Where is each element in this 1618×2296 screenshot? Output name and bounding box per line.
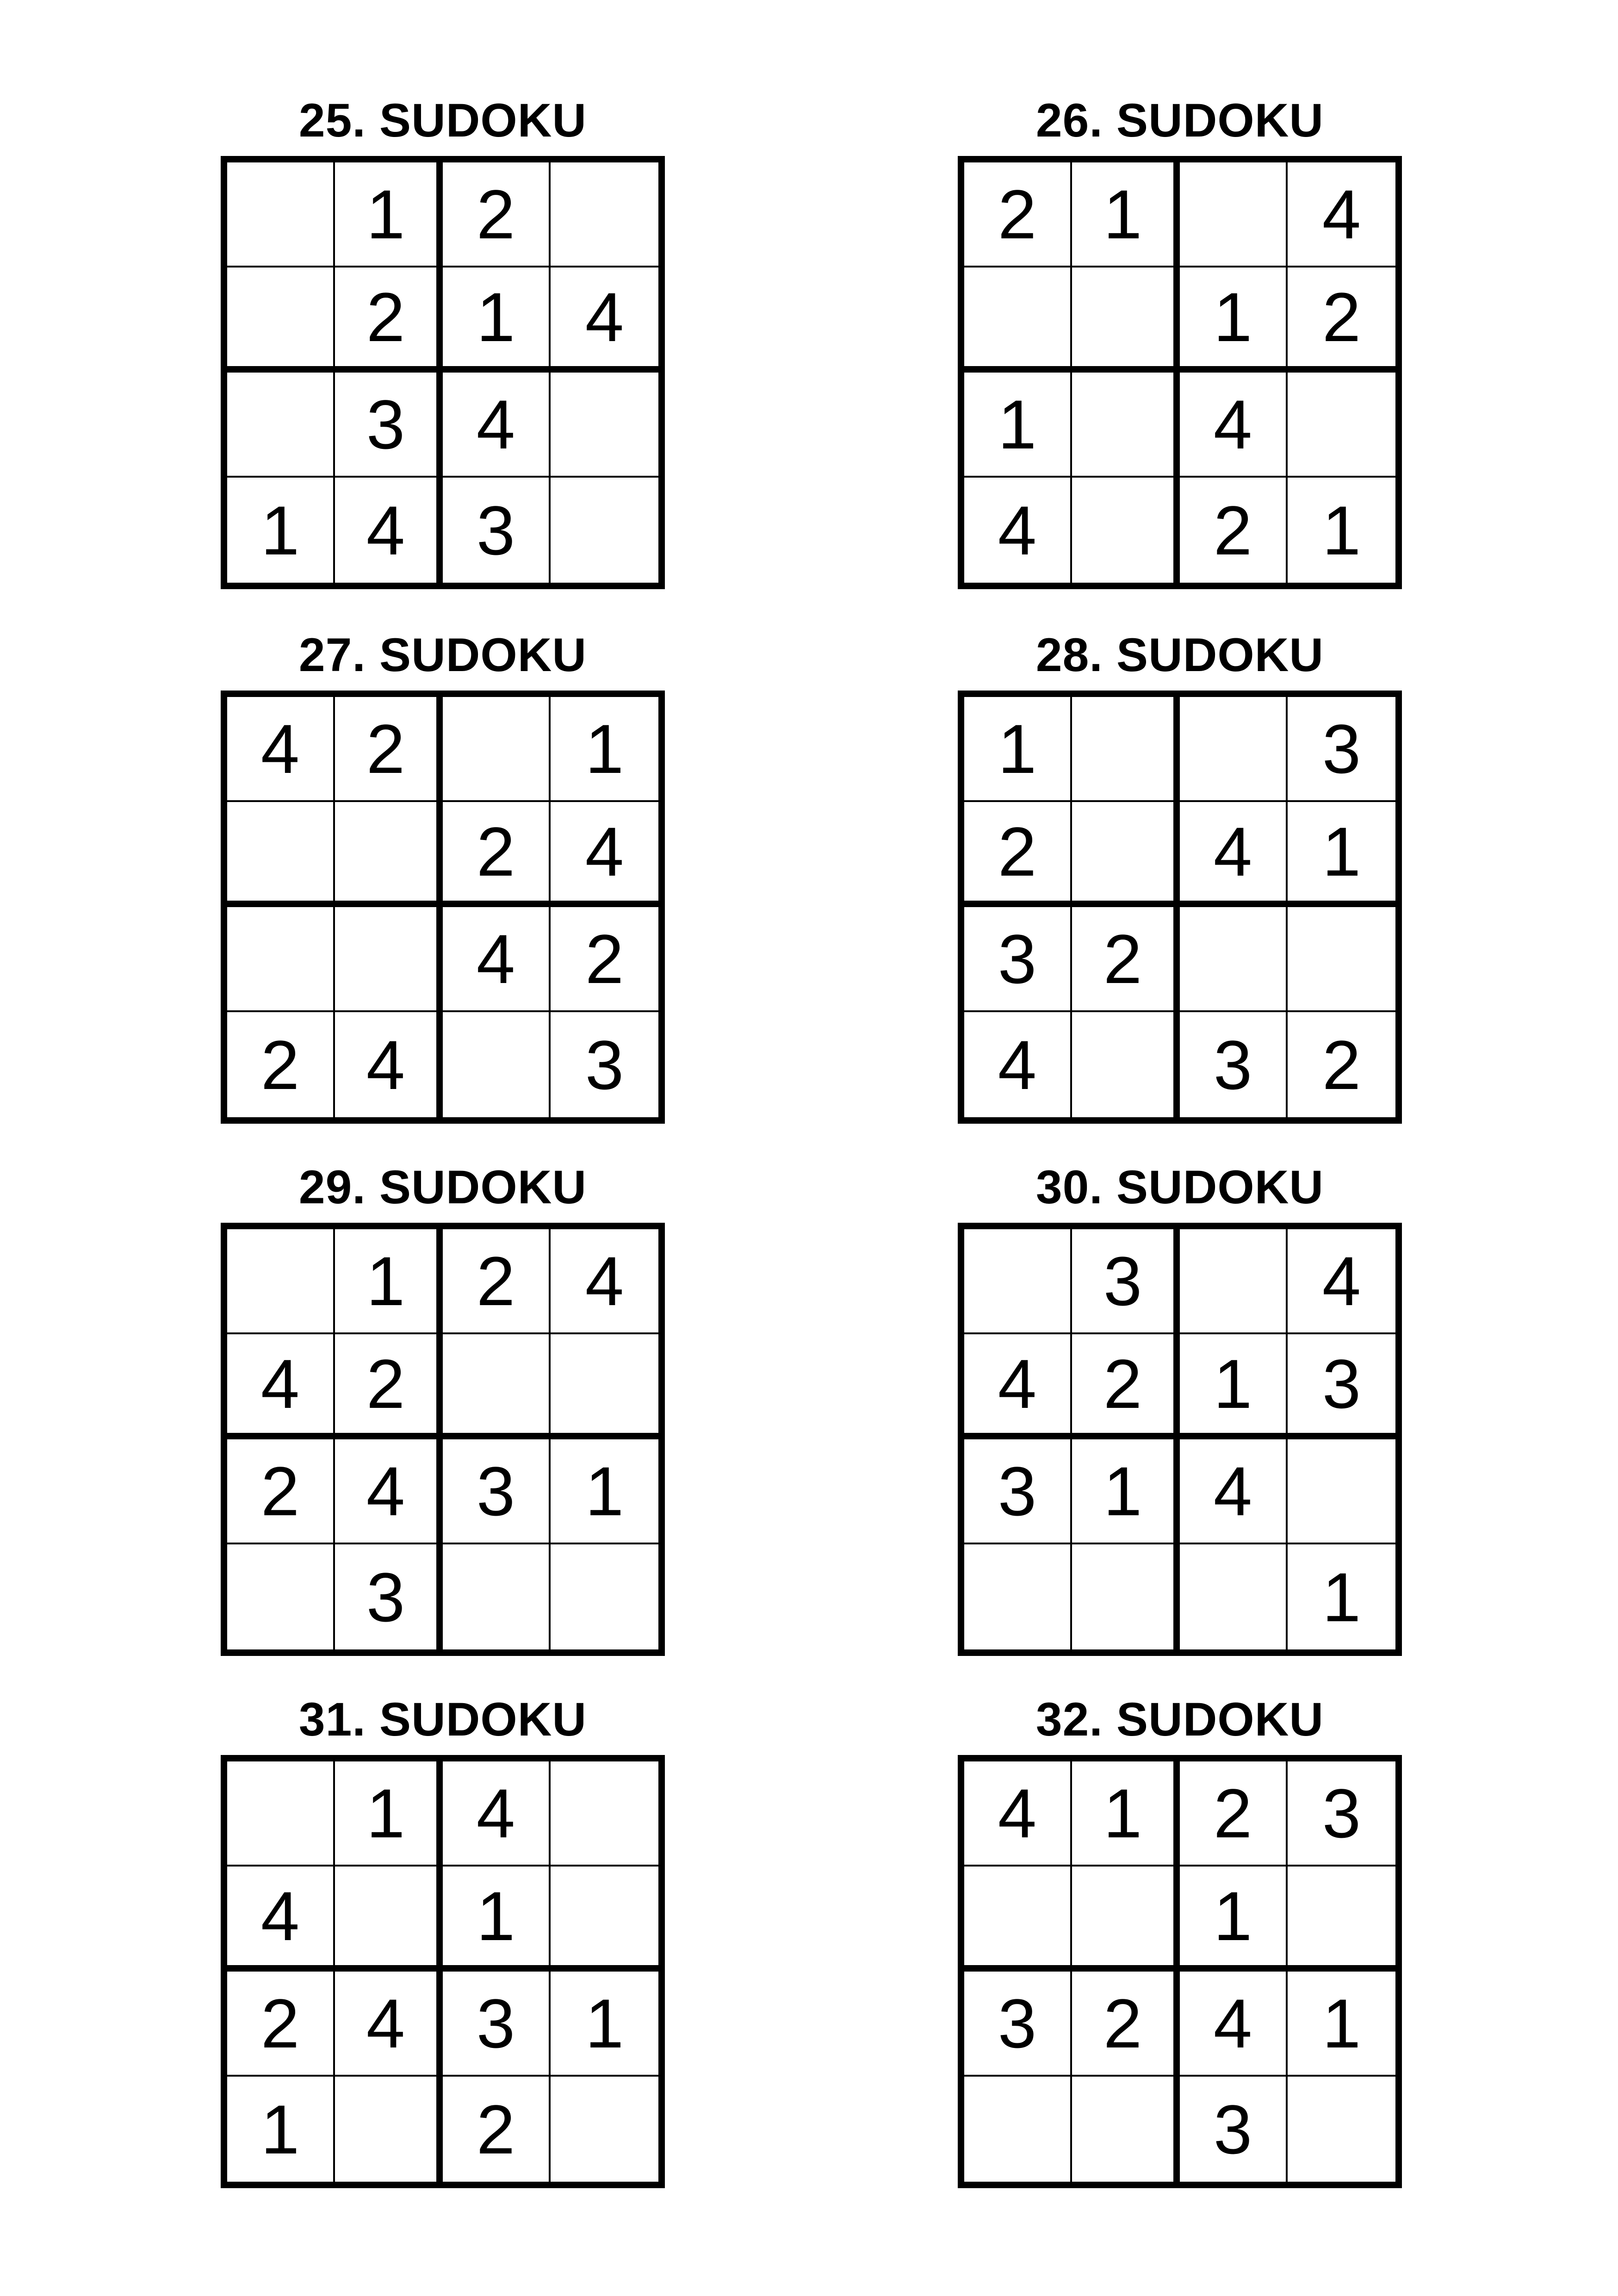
given-number-cell: 3 bbox=[1180, 1012, 1288, 1117]
given-number-cell: 3 bbox=[1180, 2077, 1288, 2182]
given-number-cell: 2 bbox=[1072, 1972, 1180, 2077]
given-number-cell: 2 bbox=[1072, 907, 1180, 1012]
empty-cell bbox=[1072, 1012, 1180, 1117]
puzzle-title: 27. SUDOKU bbox=[298, 628, 587, 681]
given-number-cell: 1 bbox=[1180, 1867, 1288, 1972]
empty-cell bbox=[1288, 2077, 1395, 2182]
empty-cell bbox=[335, 1867, 443, 1972]
empty-cell bbox=[551, 2077, 658, 2182]
empty-cell bbox=[1288, 1867, 1395, 1972]
given-number-cell: 3 bbox=[1072, 1229, 1180, 1334]
given-number-cell: 1 bbox=[964, 697, 1072, 802]
given-number-cell: 4 bbox=[443, 907, 551, 1012]
given-number-cell: 3 bbox=[585, 1026, 624, 1104]
empty-cell bbox=[335, 2077, 443, 2182]
given-number-cell: 2 bbox=[1180, 478, 1288, 583]
given-number-cell: 4 bbox=[227, 697, 335, 802]
given-number-cell: 3 bbox=[335, 373, 443, 478]
puzzle-title: 31. SUDOKU bbox=[298, 1693, 587, 1746]
given-number-cell: 2 bbox=[443, 802, 551, 907]
given-number-cell: 1 bbox=[335, 1229, 443, 1334]
empty-cell bbox=[551, 1867, 658, 1972]
given-number-cell: 3 bbox=[443, 1439, 551, 1544]
empty-cell bbox=[551, 373, 658, 478]
empty-cell bbox=[227, 802, 335, 907]
given-number-cell: 4 bbox=[335, 478, 443, 583]
empty-cell bbox=[227, 1761, 335, 1867]
empty-cell bbox=[551, 1544, 658, 1649]
given-number-cell: 2 bbox=[335, 1334, 443, 1439]
given-number-cell: 2 bbox=[964, 802, 1072, 907]
empty-cell bbox=[1072, 2077, 1180, 2182]
given-number-cell: 1 bbox=[1288, 1972, 1395, 2077]
empty-cell bbox=[443, 1544, 551, 1649]
empty-cell bbox=[1180, 907, 1288, 1012]
given-number-cell: 1 bbox=[551, 1439, 658, 1544]
sudoku-grid bbox=[958, 1755, 1402, 2188]
given-number-cell: 4 bbox=[964, 1334, 1072, 1439]
given-number-cell: 4 bbox=[551, 802, 658, 907]
empty-cell bbox=[1072, 478, 1180, 583]
sudoku-grid bbox=[221, 691, 665, 1124]
given-number-cell: 2 bbox=[335, 697, 443, 802]
empty-cell bbox=[443, 697, 551, 802]
given-number-cell: 1 bbox=[335, 1761, 443, 1867]
sudoku-grid bbox=[958, 156, 1402, 589]
given-number-cell: 2 bbox=[1322, 1026, 1361, 1104]
puzzle-title: 30. SUDOKU bbox=[1035, 1161, 1324, 1213]
empty-cell bbox=[964, 1229, 1072, 1334]
given-number-cell: 2 bbox=[227, 1439, 335, 1544]
given-number-cell: 1 bbox=[1072, 1439, 1180, 1544]
given-number-cell: 4 bbox=[443, 373, 551, 478]
empty-cell bbox=[964, 1867, 1072, 1972]
given-number-cell: 2 bbox=[1288, 268, 1395, 373]
given-number-cell: 4 bbox=[964, 1012, 1072, 1117]
puzzle-title: 25. SUDOKU bbox=[298, 94, 587, 147]
given-number-cell: 4 bbox=[551, 1229, 658, 1334]
given-number-cell: 3 bbox=[964, 1439, 1072, 1544]
empty-cell bbox=[1180, 697, 1288, 802]
empty-cell bbox=[964, 1544, 1072, 1649]
given-number-cell: 1 bbox=[1072, 162, 1180, 268]
given-number-cell: 3 bbox=[1288, 697, 1395, 802]
puzzle-title: 28. SUDOKU bbox=[1035, 628, 1324, 681]
given-number-cell: 4 bbox=[964, 478, 1072, 583]
puzzle-title: 32. SUDOKU bbox=[1035, 1693, 1324, 1746]
empty-cell bbox=[551, 1761, 658, 1867]
given-number-cell: 1 bbox=[1288, 802, 1395, 907]
empty-cell bbox=[1288, 907, 1395, 1012]
empty-cell bbox=[1072, 373, 1180, 478]
given-number-cell: 3 bbox=[964, 907, 1072, 1012]
given-number-cell: 3 bbox=[1288, 1761, 1395, 1867]
empty-cell bbox=[1288, 1439, 1395, 1544]
empty-cell bbox=[551, 478, 658, 583]
given-number-cell: 2 bbox=[227, 1972, 335, 2077]
given-number-cell: 3 bbox=[964, 1972, 1072, 2077]
empty-cell bbox=[227, 1229, 335, 1334]
empty-cell bbox=[964, 2077, 1072, 2182]
empty-cell bbox=[551, 1334, 658, 1439]
empty-cell bbox=[335, 907, 443, 1012]
given-number-cell: 4 bbox=[551, 268, 658, 373]
empty-cell bbox=[227, 373, 335, 478]
empty-cell bbox=[227, 268, 335, 373]
given-number-cell: 2 bbox=[551, 907, 658, 1012]
given-number-cell: 2 bbox=[335, 268, 443, 373]
empty-cell bbox=[964, 268, 1072, 373]
sudoku-grid bbox=[958, 691, 1402, 1124]
given-number-cell: 1 bbox=[443, 1867, 551, 1972]
given-number-cell: 1 bbox=[1180, 268, 1288, 373]
given-number-cell: 1 bbox=[1072, 1761, 1180, 1867]
empty-cell bbox=[1072, 802, 1180, 907]
puzzle-title: 29. SUDOKU bbox=[298, 1161, 587, 1213]
empty-cell bbox=[551, 162, 658, 268]
sudoku-grid bbox=[221, 156, 665, 589]
empty-cell bbox=[227, 907, 335, 1012]
given-number-cell: 1 bbox=[335, 162, 443, 268]
given-number-cell: 1 bbox=[1180, 1334, 1288, 1439]
sudoku-grid bbox=[221, 1223, 665, 1656]
empty-cell bbox=[443, 1012, 551, 1117]
empty-cell bbox=[1180, 162, 1288, 268]
given-number-cell: 4 bbox=[335, 1439, 443, 1544]
sudoku-grid bbox=[221, 1755, 665, 2188]
given-number-cell: 4 bbox=[1180, 1972, 1288, 2077]
given-number-cell: 4 bbox=[1288, 1229, 1395, 1334]
given-number-cell: 4 bbox=[335, 1012, 443, 1117]
given-number-cell: 4 bbox=[227, 1867, 335, 1972]
given-number-cell: 1 bbox=[443, 268, 551, 373]
empty-cell bbox=[335, 802, 443, 907]
given-number-cell: 4 bbox=[443, 1761, 551, 1867]
given-number-cell: 4 bbox=[1180, 373, 1288, 478]
empty-cell bbox=[1072, 697, 1180, 802]
given-number-cell: 1 bbox=[1322, 1558, 1361, 1636]
given-number-cell: 4 bbox=[335, 1972, 443, 2077]
puzzle-title: 26. SUDOKU bbox=[1035, 94, 1324, 147]
given-number-cell: 4 bbox=[964, 1761, 1072, 1867]
empty-cell bbox=[1288, 373, 1395, 478]
given-number-cell: 2 bbox=[443, 1229, 551, 1334]
given-number-cell: 2 bbox=[1180, 1761, 1288, 1867]
empty-cell bbox=[1180, 1229, 1288, 1334]
given-number-cell: 3 bbox=[443, 478, 551, 583]
given-number-cell: 1 bbox=[227, 2077, 335, 2182]
given-number-cell: 3 bbox=[1288, 1334, 1395, 1439]
empty-cell bbox=[1072, 1544, 1180, 1649]
given-number-cell: 2 bbox=[443, 162, 551, 268]
given-number-cell: 4 bbox=[227, 1334, 335, 1439]
empty-cell bbox=[1072, 1867, 1180, 1972]
given-number-cell: 4 bbox=[1288, 162, 1395, 268]
given-number-cell: 2 bbox=[443, 2077, 551, 2182]
given-number-cell: 4 bbox=[1180, 802, 1288, 907]
given-number-cell: 2 bbox=[227, 1012, 335, 1117]
given-number-cell: 3 bbox=[335, 1544, 443, 1649]
empty-cell bbox=[227, 162, 335, 268]
given-number-cell: 2 bbox=[964, 162, 1072, 268]
given-number-cell: 3 bbox=[443, 1972, 551, 2077]
empty-cell bbox=[227, 1544, 335, 1649]
given-number-cell: 1 bbox=[227, 478, 335, 583]
given-number-cell: 2 bbox=[1072, 1334, 1180, 1439]
sudoku-grid bbox=[958, 1223, 1402, 1656]
given-number-cell: 1 bbox=[964, 373, 1072, 478]
given-number-cell: 4 bbox=[1180, 1439, 1288, 1544]
empty-cell bbox=[443, 1334, 551, 1439]
given-number-cell: 1 bbox=[551, 1972, 658, 2077]
given-number-cell: 1 bbox=[551, 697, 658, 802]
empty-cell bbox=[1072, 268, 1180, 373]
empty-cell bbox=[1180, 1544, 1288, 1649]
given-number-cell: 1 bbox=[1322, 491, 1361, 569]
